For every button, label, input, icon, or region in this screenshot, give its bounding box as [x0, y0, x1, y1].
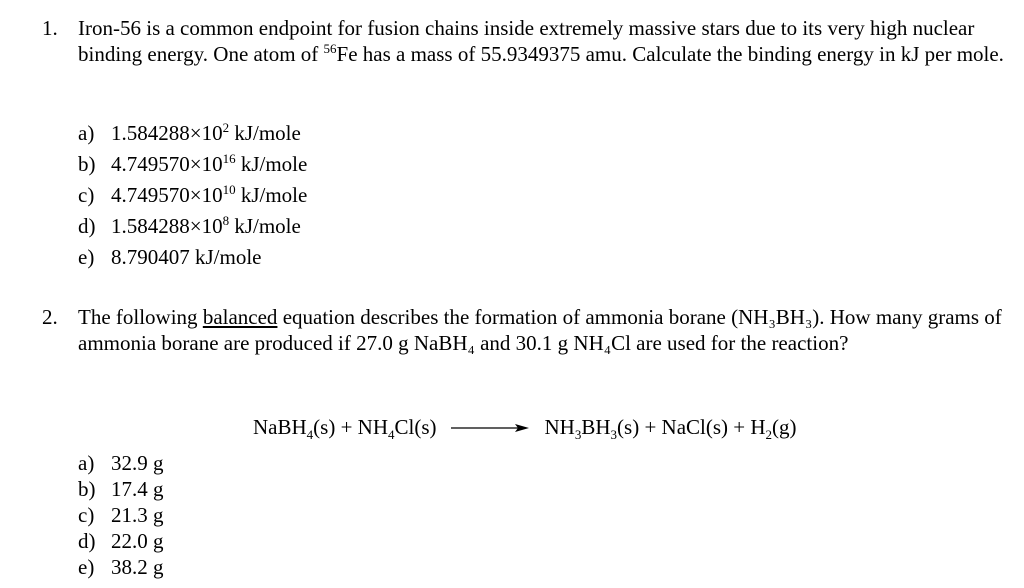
choice-c[interactable]: c) 21.3 g [78, 503, 164, 527]
underlined-word: balanced [202, 305, 278, 329]
question-2-choices [78, 450, 164, 580]
question-number: 1. [42, 16, 58, 40]
question-2 [42, 304, 1012, 356]
chemical-equation [253, 414, 797, 443]
reaction-arrow-icon [451, 422, 529, 434]
question-1-choices [78, 118, 307, 273]
choice-a[interactable]: a) 32.9 g [78, 451, 164, 475]
choice-b[interactable]: b) 17.4 g [78, 477, 164, 501]
choice-e[interactable]: e) 8.790407 kJ/mole [78, 245, 262, 269]
choice-c[interactable]: c) $4.749570\times 10^{10}$ kJ/mole [78, 182, 308, 207]
choice-d[interactable]: d) 22.0 g [78, 529, 164, 553]
products: $NH_3BH_3(s)$ + NaCl(s) + $H_2(g)$ [544, 415, 797, 443]
isotope-mass-number: 56 [323, 41, 337, 56]
question-number: 2. [42, 305, 58, 329]
choice-e[interactable]: e) 38.2 g [78, 555, 164, 579]
choice-d[interactable]: d) $1.584288\times 10^8$ kJ/mole [78, 213, 301, 238]
choice-b[interactable]: b) $4.749570\times 10^{16}$ kJ/mole [78, 151, 308, 176]
choice-a[interactable]: a) $1.584288\times 10^2$ kJ/mole [78, 120, 301, 145]
question-1 [42, 15, 1012, 67]
question-text: The following balanced equation describes the formation of ammonia borane (NH₃BH₃). How many grams of ammonia borane are produced if 27.0 g NaBH₄ and 30.1 g NH₄Cl are used for the reaction? [78, 305, 1002, 355]
question-text: Iron-56 is a common endpoint for fusion chains inside extremely massive stars due to its very high nuclear binding energy. One atom of $^{56}$Fe has a mass of 55.9349375 amu. Calculate the binding energy in kJ per mole. [78, 16, 1004, 66]
reactants: NaBH$_4$(s) + $NH_4Cl(s)$ [253, 415, 437, 443]
